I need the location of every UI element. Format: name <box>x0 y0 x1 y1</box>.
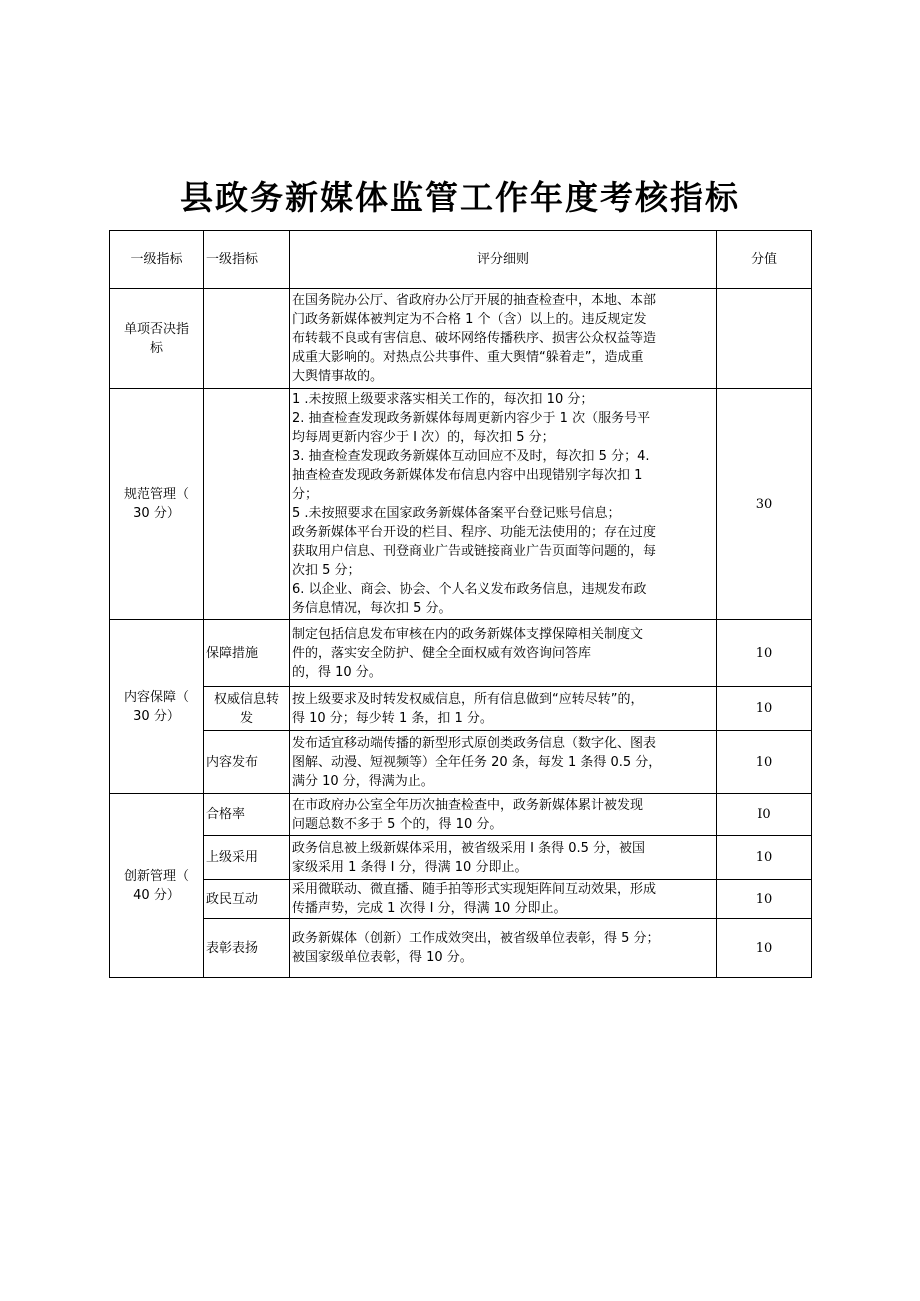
standard-score-cell: 30 <box>717 389 812 620</box>
innovation-category-cell: 创新管理（ 40 分） <box>110 794 204 978</box>
innovation-score-commendation: 10 <box>717 919 812 978</box>
innovation-sub-adoption: 上级采用 <box>204 836 290 880</box>
table-row-innovation-interaction <box>110 880 812 919</box>
page-title: 县政务新媒体监管工作年度考核指标 <box>180 178 740 217</box>
header-secondary-indicator: 一级指标 <box>204 231 290 289</box>
innovation-sub-pass-rate: 合格率 <box>204 794 290 836</box>
table-row-content-publish <box>110 731 812 794</box>
header-score: 分值 <box>717 231 812 289</box>
content-score-forward: 10 <box>717 687 812 731</box>
content-rules-publish: 发布适宜移动端传播的新型形式原创类政务信息（数字化、图表 图解、动漫、短视频等）全年任务 20 条，每发 1 条得 0.5 分， 满分 10 分，得满为止。 <box>290 731 717 794</box>
header-primary-indicator: 一级指标 <box>110 231 204 289</box>
innovation-score-pass-rate: I0 <box>717 794 812 836</box>
table-header-row <box>110 231 812 289</box>
veto-category-cell: 单项否决指 标 <box>110 289 204 389</box>
content-category-cell: 内容保障（ 30 分） <box>110 620 204 794</box>
innovation-score-interaction: 10 <box>717 880 812 919</box>
content-rules-measures: 制定包括信息发布审核在内的政务新媒体支撑保障相关制度文 件的，落实安全防护、健全全面权威有效咨询问答库 的，得 10 分。 <box>290 620 717 687</box>
innovation-rules-adoption: 政务信息被上级新媒体采用，被省级采用 I 条得 0.5 分，被国 家级采用 1 条得 I 分，得满 10 分即止。 <box>290 836 717 880</box>
content-sub-forward: 权威信息转 发 <box>204 687 290 731</box>
standard-sub-cell <box>204 389 290 620</box>
table-row-innovation-adoption <box>110 836 812 880</box>
table-row-content-measures <box>110 620 812 687</box>
innovation-rules-pass-rate: 在市政府办公室全年历次抽查检查中，政务新媒体累计被发现 问题总数不多于 5 个的，得 10 分。 <box>290 794 717 836</box>
content-sub-publish: 内容发布 <box>204 731 290 794</box>
innovation-rules-interaction: 采用微联动、微直播、随手拍等形式实现矩阵间互动效果，形成 传播声势，完成 1 次得 I 分，得满 10 分即止。 <box>290 880 717 919</box>
innovation-sub-interaction: 政民互动 <box>204 880 290 919</box>
veto-score-cell <box>717 289 812 389</box>
content-rules-forward: 按上级要求及时转发权威信息，所有信息做到“应转尽转”的， 得 10 分；每少转 1 条，扣 1 分。 <box>290 687 717 731</box>
header-scoring-rules: 评分细则 <box>290 231 717 289</box>
standard-rules-cell: 1 .未按照上级要求落实相关工作的，每次扣 10 分； 2. 抽查检查发现政务新媒体每周更新内容少于 1 次（服务号平 均每周更新内容少于 I 次）的，每次扣 5 分； 3. 抽查检查发现政务新媒体互动回应不及时，每次扣 5 分；4. 抽查检查发现政务新媒体发布信息内容中出现错别字每次扣 1 分； 5 .未按照要求在国家政务新媒体备案平台登记账号信息； 政务新媒体平台开设的栏目、程序、功能无法使用的；存在过度 获取用户信息、刊登商业广告或链接商业广告页面等问题的，每 次扣 5 分； 6. 以企业、商会、协会、个人名义发布政务信息，违规发布政 务信息情况，每次扣 5 分。 <box>290 389 717 620</box>
table-row-innovation-commendation <box>110 919 812 978</box>
table-row-innovation-pass-rate <box>110 794 812 836</box>
assessment-table <box>109 230 812 978</box>
content-sub-measures: 保障措施 <box>204 620 290 687</box>
innovation-score-adoption: 10 <box>717 836 812 880</box>
table-row-standard <box>110 389 812 620</box>
table-row-content-forward <box>110 687 812 731</box>
veto-rules-cell: 在国务院办公厅、省政府办公厅开展的抽查检查中，本地、本部 门政务新媒体被判定为不合格 1 个（含）以上的。违反规定发 布转载不良或有害信息、破坏网络传播秩序、损害公众权益等造 成重大影响的。对热点公共事件、重大舆情“躲着走”，造成重 大舆情事故的。 <box>290 289 717 389</box>
standard-category-cell: 规范管理（ 30 分） <box>110 389 204 620</box>
innovation-sub-commendation: 表彰表扬 <box>204 919 290 978</box>
content-score-publish: 10 <box>717 731 812 794</box>
veto-sub-cell <box>204 289 290 389</box>
table-row-veto <box>110 289 812 389</box>
content-score-measures: 10 <box>717 620 812 687</box>
innovation-rules-commendation: 政务新媒体（创新）工作成效突出，被省级单位表彰，得 5 分； 被国家级单位表彰，得 10 分。 <box>290 919 717 978</box>
